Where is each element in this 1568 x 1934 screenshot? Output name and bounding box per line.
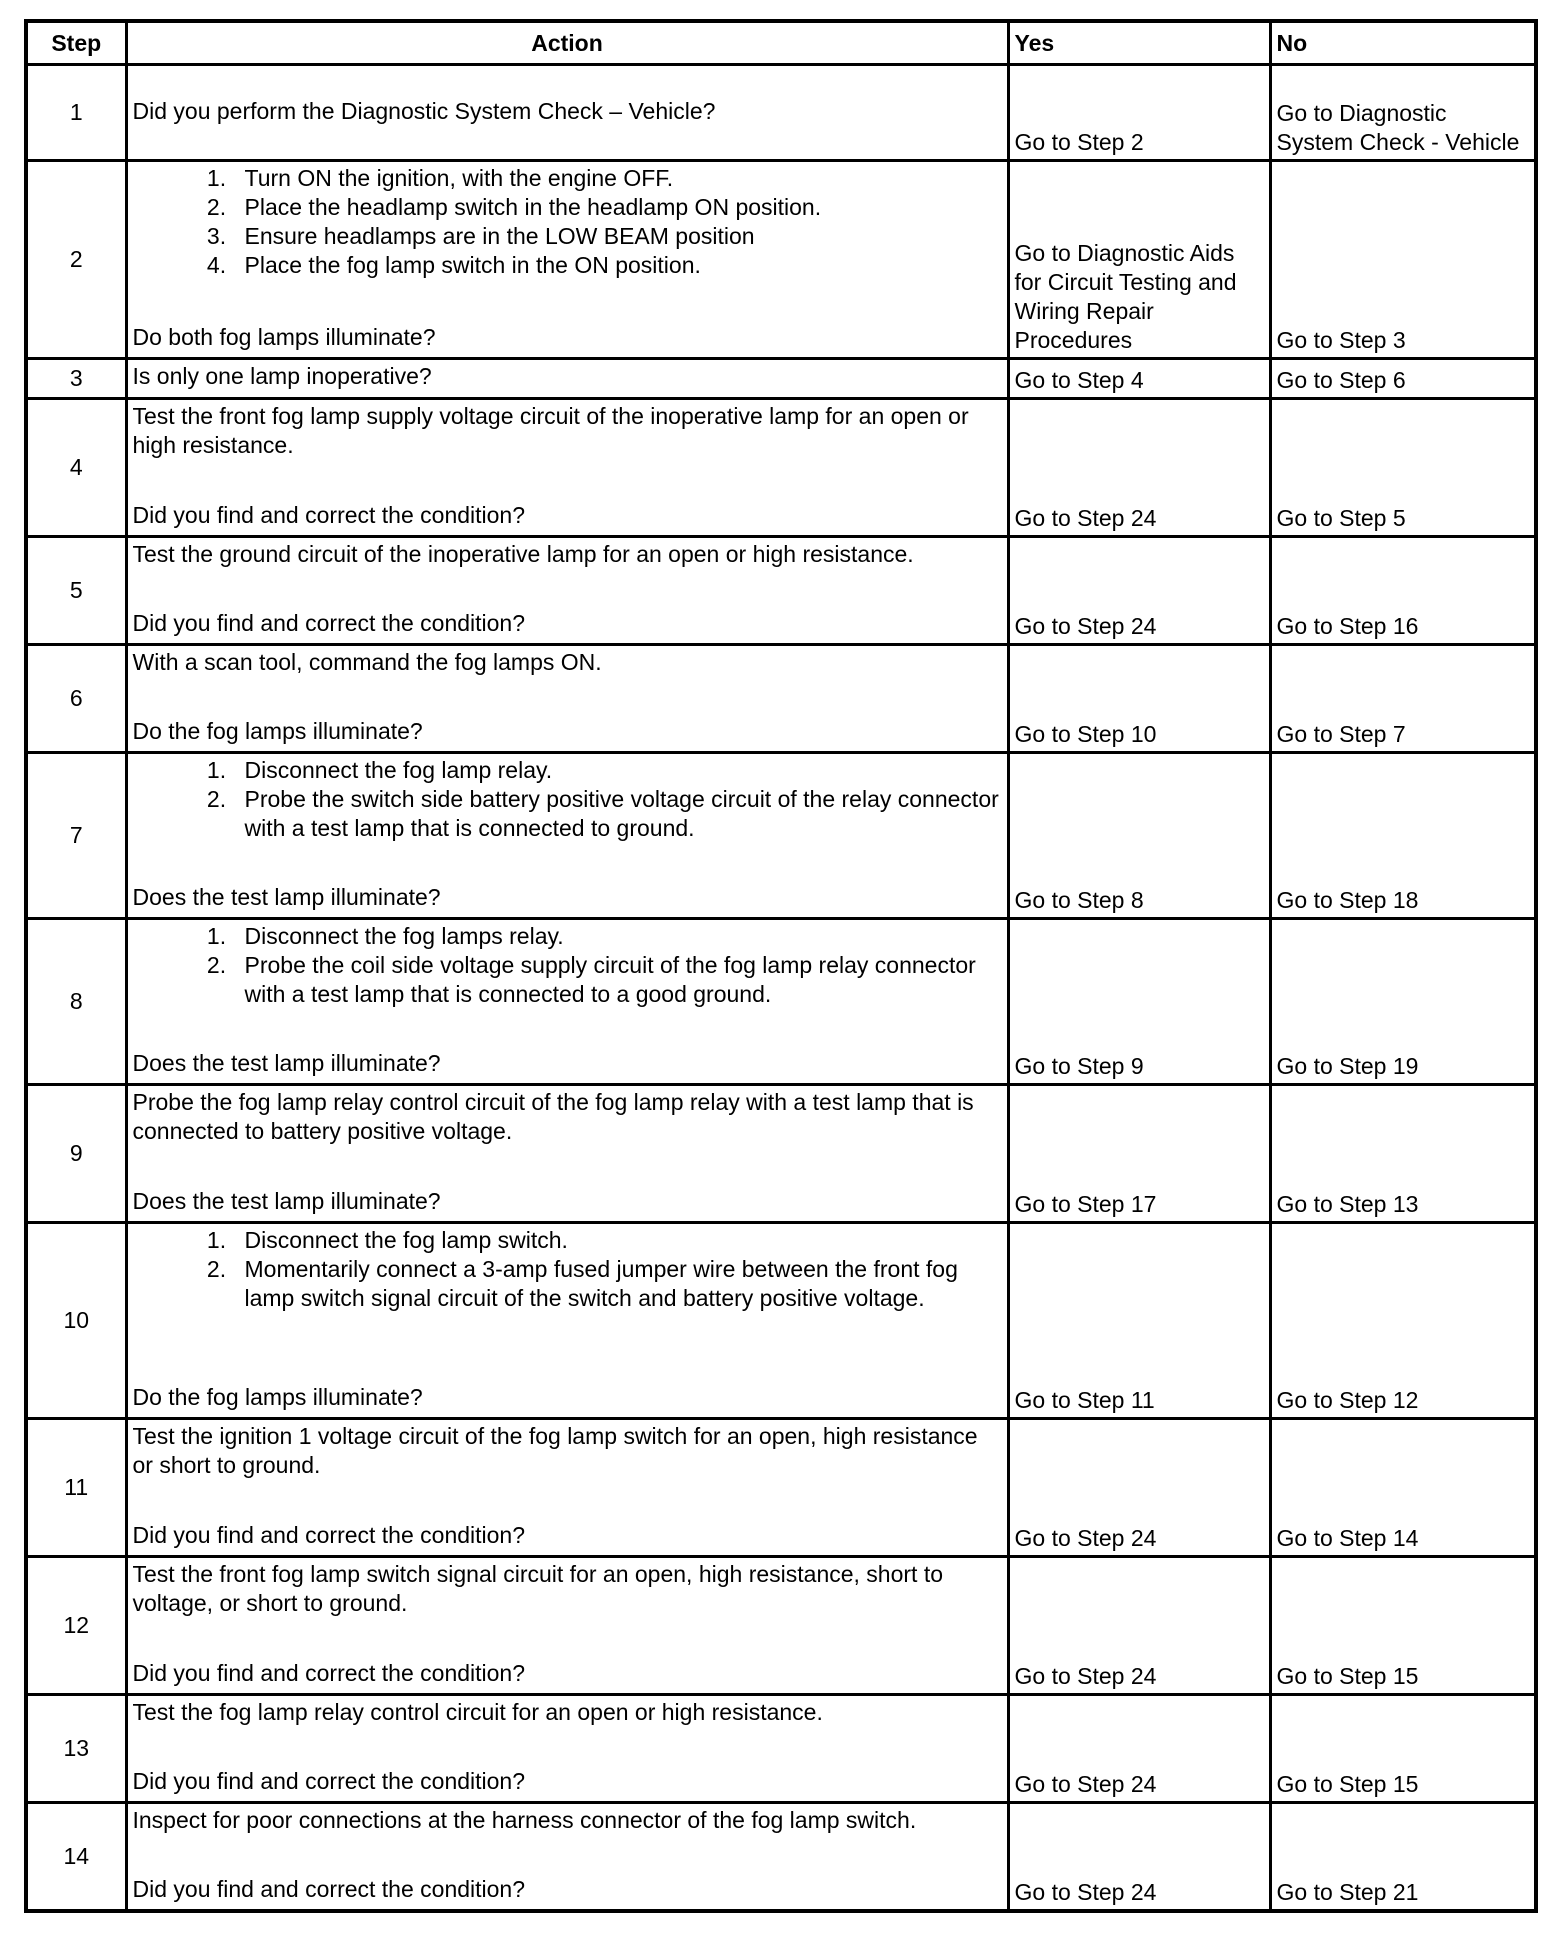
table-row	[26, 645, 1536, 753]
action-cell	[126, 537, 1008, 645]
action-content	[133, 68, 1002, 154]
table-row	[26, 399, 1536, 537]
action-question: Do the fog lamps illuminate?	[132, 1384, 423, 1410]
action-question: Does the test lamp illuminate?	[132, 884, 441, 910]
table-row	[26, 1085, 1536, 1223]
action-cell	[126, 1085, 1008, 1223]
step-number: 7	[26, 753, 126, 919]
no-outcome: Go to Step 3	[1270, 161, 1536, 359]
action-text: Test the front fog lamp supply voltage circuit of the inoperative lamp for an open or high resistance.	[132, 403, 969, 458]
step-number: 6	[26, 645, 126, 753]
action-question: Did you find and correct the condition?	[132, 502, 526, 528]
yes-outcome: Go to Step 24	[1008, 1419, 1270, 1557]
yes-outcome: Go to Step 24	[1008, 1695, 1270, 1803]
action-instructions	[133, 648, 1002, 677]
step-number: 4	[26, 399, 126, 537]
action-instructions	[133, 1698, 1002, 1727]
header-row	[26, 21, 1536, 65]
table-row	[26, 537, 1536, 645]
action-question: Does the test lamp illuminate?	[132, 1050, 441, 1076]
action-question: Is only one lamp inoperative?	[132, 363, 432, 389]
yes-outcome: Go to Step 10	[1008, 645, 1270, 753]
action-question: Did you find and correct the condition?	[132, 1660, 526, 1686]
action-cell	[126, 65, 1008, 161]
yes-outcome: Go to Step 9	[1008, 919, 1270, 1085]
action-question: Did you find and correct the condition?	[132, 610, 526, 636]
no-outcome: Go to Diagnostic System Check - Vehicle	[1270, 65, 1536, 161]
action-text: Inspect for poor connections at the harness connector of the fog lamp switch.	[132, 1807, 917, 1833]
no-outcome: Go to Step 14	[1270, 1419, 1536, 1557]
action-question: Do both fog lamps illuminate?	[132, 324, 436, 350]
action-substeps	[133, 1226, 1002, 1313]
action-instructions	[133, 164, 1002, 280]
action-text: Test the ignition 1 voltage circuit of the fog lamp switch for an open, high resistance or short to ground.	[132, 1423, 978, 1478]
table-row	[26, 753, 1536, 919]
action-instructions	[133, 1806, 1002, 1835]
action-text: With a scan tool, command the fog lamps ON.	[132, 649, 602, 675]
action-instructions	[133, 540, 1002, 569]
action-instructions	[133, 1560, 1002, 1618]
yes-outcome: Go to Step 8	[1008, 753, 1270, 919]
step-number: 1	[26, 65, 126, 161]
action-text: Test the fog lamp relay control circuit for an open or high resistance.	[132, 1699, 823, 1725]
substep-item: 1. Disconnect the fog lamps relay.	[233, 922, 1002, 951]
table-row	[26, 1557, 1536, 1695]
header-step: Step	[26, 21, 126, 65]
substep-item: 2. Probe the switch side battery positive voltage circuit of the relay connector with a test lamp that is connected to ground.	[233, 785, 1002, 843]
yes-outcome: Go to Step 4	[1008, 359, 1270, 399]
no-outcome: Go to Step 6	[1270, 359, 1536, 399]
yes-outcome: Go to Step 11	[1008, 1223, 1270, 1419]
substep-item: 2. Probe the coil side voltage supply circuit of the fog lamp relay connector with a test lamp that is connected to a good ground.	[233, 951, 1002, 1009]
action-question: Did you find and correct the condition?	[132, 1768, 526, 1794]
action-instructions	[133, 402, 1002, 460]
step-number: 12	[26, 1557, 126, 1695]
yes-outcome: Go to Step 24	[1008, 1557, 1270, 1695]
header-action: Action	[126, 21, 1008, 65]
action-cell	[126, 399, 1008, 537]
action-cell	[126, 1803, 1008, 1911]
no-outcome: Go to Step 12	[1270, 1223, 1536, 1419]
step-number: 5	[26, 537, 126, 645]
action-cell	[126, 359, 1008, 399]
table-row	[26, 1223, 1536, 1419]
yes-outcome: Go to Diagnostic Aids for Circuit Testing and Wiring Repair Procedures	[1008, 161, 1270, 359]
action-cell	[126, 919, 1008, 1085]
action-content	[133, 1088, 1002, 1216]
action-question: Did you find and correct the condition?	[132, 1876, 526, 1902]
no-outcome: Go to Step 18	[1270, 753, 1536, 919]
table-header	[26, 21, 1536, 65]
no-outcome: Go to Step 15	[1270, 1557, 1536, 1695]
table-row	[26, 1419, 1536, 1557]
action-content	[133, 1422, 1002, 1550]
table-row	[26, 1803, 1536, 1911]
no-outcome: Go to Step 21	[1270, 1803, 1536, 1911]
action-question: Did you perform the Diagnostic System Check – Vehicle?	[132, 97, 716, 124]
action-content	[133, 402, 1002, 530]
substep-item: 1. Turn ON the ignition, with the engine OFF.	[233, 164, 1002, 193]
step-number: 14	[26, 1803, 126, 1911]
action-content	[133, 922, 1002, 1078]
step-number: 9	[26, 1085, 126, 1223]
action-content	[133, 648, 1002, 746]
substep-item: 2. Momentarily connect a 3-amp fused jumper wire between the front fog lamp switch signal circuit of the switch and battery positive voltage.	[233, 1255, 1002, 1313]
header-no: No	[1270, 21, 1536, 65]
no-outcome: Go to Step 7	[1270, 645, 1536, 753]
step-number: 8	[26, 919, 126, 1085]
action-content	[133, 1698, 1002, 1796]
table-row	[26, 161, 1536, 359]
step-number: 2	[26, 161, 126, 359]
substep-item: 3. Ensure headlamps are in the LOW BEAM position	[233, 222, 1002, 251]
no-outcome: Go to Step 15	[1270, 1695, 1536, 1803]
action-content	[133, 1226, 1002, 1412]
action-cell	[126, 1695, 1008, 1803]
yes-outcome: Go to Step 17	[1008, 1085, 1270, 1223]
action-text: Test the front fog lamp switch signal circuit for an open, high resistance, short to voltage, or short to ground.	[132, 1561, 944, 1616]
action-question: Do the fog lamps illuminate?	[132, 718, 423, 744]
no-outcome: Go to Step 16	[1270, 537, 1536, 645]
table-body	[26, 65, 1536, 1911]
substep-item: 1. Disconnect the fog lamp relay.	[233, 756, 1002, 785]
action-instructions	[133, 1422, 1002, 1480]
action-cell	[126, 1419, 1008, 1557]
step-number: 13	[26, 1695, 126, 1803]
no-outcome: Go to Step 5	[1270, 399, 1536, 537]
substep-item: 1. Disconnect the fog lamp switch.	[233, 1226, 1002, 1255]
diagnostic-table	[24, 19, 1538, 1913]
action-question: Does the test lamp illuminate?	[132, 1188, 441, 1214]
action-content	[133, 756, 1002, 912]
action-cell	[126, 645, 1008, 753]
action-substeps	[133, 164, 1002, 280]
yes-outcome: Go to Step 24	[1008, 399, 1270, 537]
action-substeps	[133, 922, 1002, 1009]
action-cell	[126, 1557, 1008, 1695]
step-number: 10	[26, 1223, 126, 1419]
table-row	[26, 919, 1536, 1085]
action-text: Test the ground circuit of the inoperative lamp for an open or high resistance.	[132, 541, 914, 567]
table-row	[26, 1695, 1536, 1803]
action-content	[133, 1560, 1002, 1688]
yes-outcome: Go to Step 24	[1008, 1803, 1270, 1911]
no-outcome: Go to Step 19	[1270, 919, 1536, 1085]
step-number: 3	[26, 359, 126, 399]
action-cell	[126, 1223, 1008, 1419]
table-row	[26, 359, 1536, 399]
action-substeps	[133, 756, 1002, 843]
action-question: Did you find and correct the condition?	[132, 1522, 526, 1548]
header-yes: Yes	[1008, 21, 1270, 65]
action-cell	[126, 753, 1008, 919]
yes-outcome: Go to Step 24	[1008, 537, 1270, 645]
action-content	[133, 164, 1002, 352]
yes-outcome: Go to Step 2	[1008, 65, 1270, 161]
action-content	[133, 1806, 1002, 1904]
action-instructions	[133, 1226, 1002, 1313]
substep-item: 4. Place the fog lamp switch in the ON position.	[233, 251, 1002, 280]
action-instructions	[133, 1088, 1002, 1146]
action-content	[133, 540, 1002, 638]
no-outcome: Go to Step 13	[1270, 1085, 1536, 1223]
action-content	[133, 362, 1002, 392]
action-text: Probe the fog lamp relay control circuit of the fog lamp relay with a test lamp that is connected to battery positive voltage.	[132, 1089, 974, 1144]
table-row	[26, 65, 1536, 161]
step-number: 11	[26, 1419, 126, 1557]
substep-item: 2. Place the headlamp switch in the headlamp ON position.	[233, 193, 1002, 222]
action-instructions	[133, 922, 1002, 1009]
action-cell	[126, 161, 1008, 359]
action-instructions	[133, 756, 1002, 843]
